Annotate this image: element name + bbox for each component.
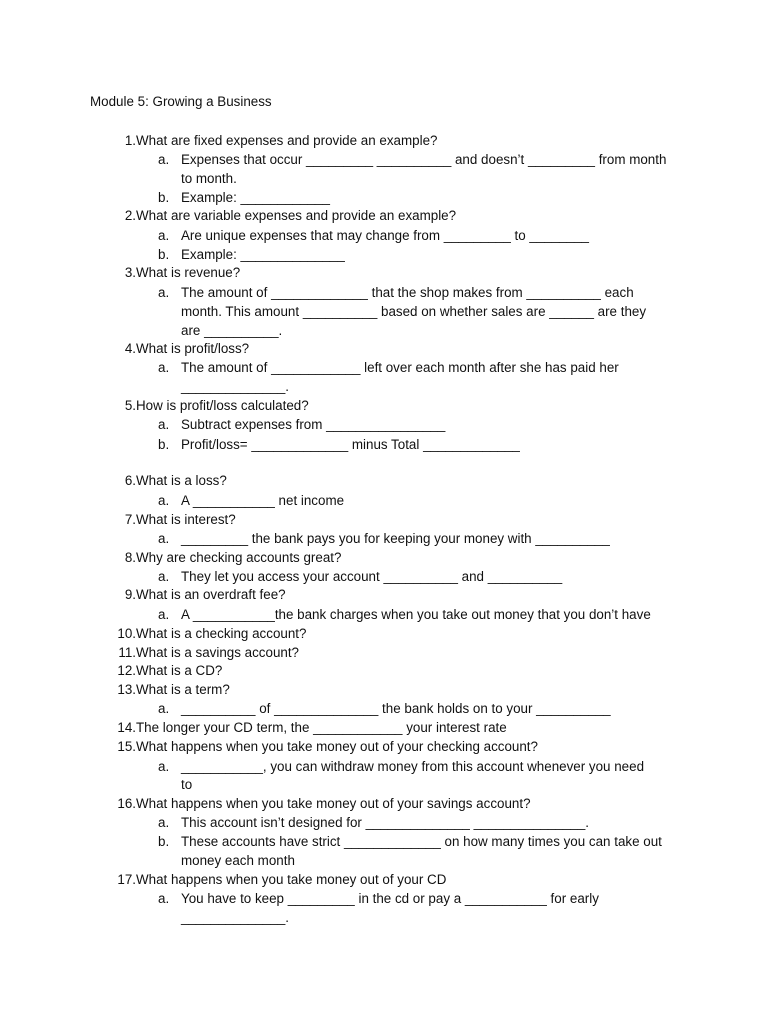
question-item [113,512,236,527]
answer-text: ___________, you can withdraw money from this account whenever you need [181,759,645,774]
question-text: How is profit/loss calculated? [136,398,309,413]
question-item [113,473,227,488]
question-number: 5. [124,398,136,413]
answer-letter: b. [158,834,170,849]
answer-text: A ___________ net income [181,493,345,508]
answer-letter: a. [158,152,170,167]
question-number: 2. [124,208,136,223]
question-item [113,208,457,223]
answer-item [158,834,662,849]
answer-letter: a. [158,891,170,906]
question-number: 14. [117,720,136,735]
answer-text: Example: ____________ [181,190,330,205]
answer-item [158,607,651,622]
answer-letter: a. [158,360,170,375]
question-item [113,663,223,678]
question-item [113,796,531,811]
answer-letter: a. [158,815,170,830]
question-number: 3. [124,265,136,280]
answer-item [158,569,563,584]
answer-item [158,493,345,508]
answer-text: A ___________the bank charges when you take out money that you don’t have [181,607,651,622]
question-text: What is an overdraft fee? [136,587,286,602]
answer-continuation: money each month [181,853,295,868]
question-text: What is a CD? [136,663,223,678]
question-item [113,550,342,565]
question-item [113,645,300,660]
answer-item [158,891,599,906]
answer-item [158,531,610,546]
answer-item [158,247,345,262]
answer-letter: a. [158,607,170,622]
question-number: 17. [117,872,136,887]
answer-text: The amount of _____________ that the shop makes from __________ each [181,285,634,300]
question-text: What is a loss? [136,473,227,488]
question-item [113,398,309,413]
question-text: The longer your CD term, the ____________ your interest rate [136,720,507,735]
answer-text: _________ the bank pays you for keeping your money with __________ [181,531,610,546]
answer-item [158,285,634,300]
question-item [113,626,307,641]
question-number: 12. [117,663,136,678]
question-number: 10. [117,626,136,641]
page-title: Module 5: Growing a Business [90,94,272,109]
question-text: What is revenue? [136,265,241,280]
answer-continuation: month. This amount __________ based on whether sales are ______ are they [181,304,647,319]
question-item [113,720,507,735]
answer-letter: a. [158,531,170,546]
question-number: 4. [124,341,136,356]
answer-continuation: ______________. [181,910,289,925]
answer-text: Example: ______________ [181,247,345,262]
answer-text: Expenses that occur _________ __________ and doesn’t _________ from month [181,152,667,167]
question-number: 8. [124,550,136,565]
answer-text: __________ of ______________ the bank holds on to your __________ [181,701,611,716]
answer-item [158,228,589,243]
answer-text: They let you access your account __________ and __________ [181,569,563,584]
question-item [113,265,241,280]
answer-continuation: are __________. [181,323,283,338]
answer-item [158,701,611,716]
answer-letter: a. [158,701,170,716]
answer-item [158,417,446,432]
answer-text: These accounts have strict _____________ on how many times you can take out [181,834,662,849]
question-item [113,739,538,754]
question-item [113,587,286,602]
question-number: 7. [124,512,136,527]
answer-letter: a. [158,285,170,300]
answer-letter: a. [158,417,170,432]
question-number: 13. [117,682,136,697]
question-item [113,872,447,887]
answer-text: Subtract expenses from ________________ [181,417,446,432]
question-number: 9. [124,587,136,602]
question-item [113,682,230,697]
answer-letter: a. [158,493,170,508]
question-number: 16. [117,796,136,811]
question-text: What is a term? [136,682,230,697]
answer-letter: a. [158,228,170,243]
answer-item [158,759,645,774]
answer-item [158,190,330,205]
question-text: Why are checking accounts great? [136,550,342,565]
answer-item [158,152,667,167]
question-text: What is a savings account? [136,645,300,660]
answer-text: You have to keep _________ in the cd or pay a ___________ for early [181,891,599,906]
answer-letter: b. [158,190,170,205]
question-text: What happens when you take money out of your CD [136,872,447,887]
question-text: What happens when you take money out of your savings account? [136,796,531,811]
answer-letter: a. [158,759,170,774]
question-text: What is profit/loss? [136,341,250,356]
question-number: 11. [118,645,136,660]
answer-letter: b. [158,437,170,452]
answer-text: The amount of ____________ left over each month after she has paid her [181,360,619,375]
answer-text: This account isn’t designed for ______________ _______________. [181,815,590,830]
answer-item [158,815,590,830]
answer-text: Profit/loss= _____________ minus Total _____________ [181,437,520,452]
question-text: What are variable expenses and provide an example? [136,208,457,223]
question-item [113,133,438,148]
question-item [113,341,250,356]
answer-continuation: to [181,777,193,792]
answer-item [158,437,520,452]
question-number: 6. [124,473,136,488]
question-text: What happens when you take money out of your checking account? [136,739,538,754]
question-number: 15. [117,739,136,754]
answer-continuation: to month. [181,171,237,186]
answer-item [158,360,619,375]
answer-text: Are unique expenses that may change from _________ to ________ [181,228,589,243]
question-text: What are fixed expenses and provide an example? [136,133,438,148]
answer-continuation: ______________. [181,379,289,394]
question-number: 1. [124,133,136,148]
answer-letter: b. [158,247,170,262]
answer-letter: a. [158,569,170,584]
question-text: What is a checking account? [136,626,307,641]
question-text: What is interest? [136,512,236,527]
